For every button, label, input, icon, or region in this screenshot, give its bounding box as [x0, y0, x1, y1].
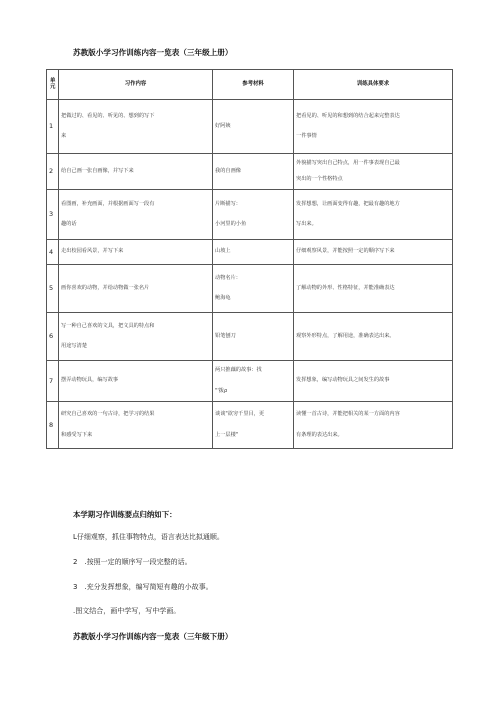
- requirement-cell-line: 写出来。: [296, 221, 317, 228]
- requirement-cell-line: 发挥想象，编写动物玩具之间发生的故事: [296, 377, 390, 384]
- content-cell-line: 把做过的、看见的、听见的、想到的写下: [61, 112, 155, 119]
- unit-cell: 7: [47, 361, 59, 402]
- content-cell-line: 画你喜欢的动物，并给动物做一张名片: [61, 284, 150, 291]
- requirement-cell: [294, 240, 453, 265]
- requirement-cell: [294, 100, 453, 154]
- content-cell: [59, 240, 213, 265]
- requirement-cell-line: 了解动物的外形、性格特征，并能准确表达: [296, 284, 395, 291]
- material-cell-line: 好阿姨: [215, 122, 231, 129]
- next-section-title: 苏教版小学习作训练内容一览表（三年级下册）: [73, 632, 233, 641]
- content-cell: [59, 190, 213, 240]
- content-cell-line: 走出校园看风景，并写下来: [61, 248, 124, 255]
- requirement-cell: [294, 402, 453, 449]
- content-cell: [59, 100, 213, 154]
- material-cell-line: 鲍海龟: [215, 295, 231, 302]
- table-body: [47, 100, 453, 449]
- content-cell-line: 写一种自己喜欢的文具，把文具的特点和: [61, 322, 155, 329]
- material-cell: [213, 154, 294, 190]
- material-cell: [213, 240, 294, 265]
- content-cell: [59, 313, 213, 361]
- requirement-cell-line: 仔细观察风景，并能按照一定的顺序写下来: [296, 248, 395, 255]
- page-title: 苏教版小学习作训练内容一览表（三年级上册）: [73, 48, 233, 57]
- header-requirement: 训练具体要求: [294, 70, 453, 100]
- requirement-cell-line: 读懂一首古诗，并能把相关的某一方面的内容: [296, 411, 400, 417]
- requirement-cell-line: 一件事情: [296, 133, 317, 140]
- content-cell-line: 来: [61, 133, 67, 140]
- material-cell-line: 我的自画像: [215, 167, 241, 174]
- unit-cell: 2: [47, 154, 59, 190]
- material-cell-line: 两只推藕的故事：找: [215, 367, 262, 373]
- requirement-cell-line: 发挥想想，让画面变得有趣，把最有趣的地方: [296, 200, 400, 207]
- material-cell-line: 铅笔刨刀: [215, 332, 236, 339]
- table-row: [47, 154, 453, 190]
- summary-point: 3 .充分发挥想象，编写简短有趣的小故事。: [73, 583, 213, 591]
- material-cell-line: 片断描写：: [215, 200, 241, 207]
- requirement-cell-line: 突出的一个性格特点: [296, 176, 343, 183]
- unit-cell: 1: [47, 100, 59, 154]
- summary-point: 2 .按照一定的顺序写一段完整的话。: [73, 558, 192, 566]
- unit-cell: 3: [47, 190, 59, 240]
- requirement-cell-line: 把看见的、听见的和想到的结合起来完整表达: [296, 112, 400, 119]
- content-cell-line: 研究自己喜欢的一句古诗，把学习的结果: [61, 411, 155, 417]
- table-row: [47, 190, 453, 240]
- unit-cell: 8: [47, 402, 59, 449]
- header-material: 参考材料: [213, 70, 294, 100]
- summary-point: L仔细观察，抓住事物特点，语言表达比拟通顺。: [73, 533, 224, 541]
- unit-cell: 4: [47, 240, 59, 265]
- content-cell: [59, 361, 213, 402]
- requirement-cell: [294, 361, 453, 402]
- requirement-cell-line: 有条理的表达出来。: [296, 431, 343, 438]
- material-cell: [213, 402, 294, 449]
- content-cell-line: 和感受写下来: [61, 431, 93, 438]
- material-cell-line: 动物名片：: [215, 274, 241, 281]
- content-cell-line: 用途写清楚: [61, 343, 87, 350]
- header-content: 习作内容: [59, 70, 213, 100]
- table-header-row: [47, 70, 453, 100]
- summary-heading: 本学期习作训练要点归纳如下：: [73, 510, 177, 519]
- requirement-cell: [294, 154, 453, 190]
- material-cell-line: 谈谈"欲穷千里目，更: [215, 411, 265, 417]
- summary-point: .图文结合，画中学写，写中学画。: [73, 607, 181, 615]
- content-cell-line: 摆弄动物玩具，编写故事: [61, 377, 119, 384]
- table-row: [47, 265, 453, 313]
- requirement-cell: [294, 190, 453, 240]
- table-row: [47, 361, 453, 402]
- requirement-cell-line: 外貌描写突出自己特点，用一件事表现自己最: [296, 159, 400, 166]
- header-unit: 单元: [47, 70, 59, 100]
- material-cell-line: 上一层楼": [215, 431, 239, 438]
- table-row: [47, 100, 453, 154]
- material-cell: [213, 100, 294, 154]
- content-cell: [59, 154, 213, 190]
- content-cell-line: 给自己画一张自画像，并写下来: [61, 167, 134, 174]
- content-cell: [59, 265, 213, 313]
- requirement-cell: [294, 313, 453, 361]
- material-cell-line: 山坡上: [215, 248, 231, 255]
- table-row: [47, 402, 453, 449]
- material-cell: [213, 361, 294, 402]
- table-row: [47, 240, 453, 265]
- material-cell: [213, 190, 294, 240]
- material-cell: [213, 313, 294, 361]
- requirement-cell: [294, 265, 453, 313]
- requirement-cell-line: 观察外形特点，了解用途，准确表达出来。: [296, 332, 395, 339]
- content-cell-line: 趣的话: [61, 221, 77, 228]
- unit-cell: 6: [47, 313, 59, 361]
- table-row: [47, 313, 453, 361]
- content-cell: [59, 402, 213, 449]
- content-cell-line: 看图画，补充画面，并根据画面写一段有: [61, 200, 155, 207]
- material-cell-line: "'拨ρ: [215, 387, 228, 394]
- curriculum-table: [46, 69, 453, 449]
- material-cell: [213, 265, 294, 313]
- material-cell-line: 小河里的小鱼: [215, 221, 247, 228]
- unit-cell: 5: [47, 265, 59, 313]
